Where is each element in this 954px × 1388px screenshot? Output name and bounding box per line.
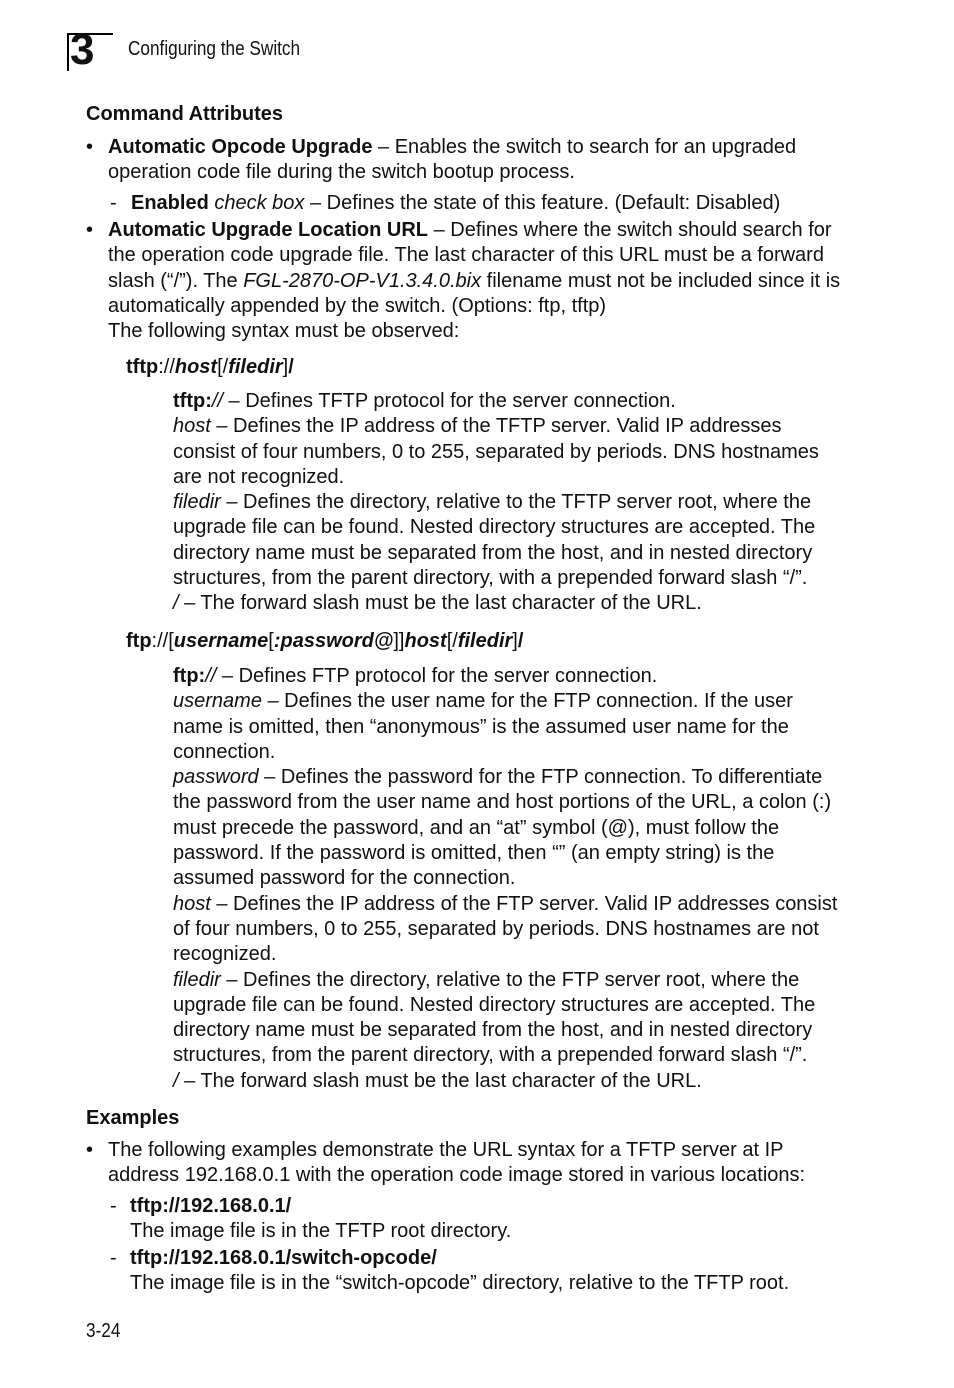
- ftp-proto-def: [173, 664, 845, 689]
- ftp-password-desc: – Defines the password for the FTP connection. To differentiate the password from the user name and host portions of the URL, a colon (:) must precede the password, and an “at” symbol (@), must follow the password. If the password is omitted, then “” (an empty string) is the assumed password for the connection.: [173, 766, 832, 890]
- ftp-syntax-bracket: [: [268, 630, 274, 652]
- running-header-title: Configuring the Switch: [128, 38, 301, 60]
- syntax-note: The following syntax must be observed:: [108, 320, 460, 342]
- tftp-filedir-term: filedir: [173, 491, 221, 514]
- ftp-syntax-host: host: [404, 630, 447, 652]
- page-number: 3-24: [86, 1320, 121, 1342]
- location-url-item: [108, 218, 854, 319]
- ftp-filedir-term: filedir: [173, 968, 221, 991]
- ftp-slash-term: /: [173, 1069, 179, 1092]
- tftp-host-term: host: [173, 415, 211, 438]
- tftp-syntax-host: host: [174, 356, 218, 378]
- tftp-definitions: [173, 389, 845, 617]
- location-url-desc-1: – Defines where the switch should search for the operation code upgrade file. The last character of this URL must be a forward slash (“/”). The: [108, 219, 832, 292]
- dash-marker: -: [110, 1195, 117, 1217]
- examples-heading: Examples: [86, 1107, 180, 1129]
- enabled-italic: check box: [214, 192, 305, 214]
- ftp-filedir-def: [173, 968, 845, 1069]
- bullet-marker: •: [86, 1139, 94, 1161]
- ftp-host-def: [173, 892, 845, 968]
- ftp-host-desc: – Defines the IP address of the FTP server. Valid IP addresses consist of four numbers, 0 to 255, separated by periods. DNS hostnames are not recognized.: [173, 892, 838, 966]
- location-url-filename: FGL-2870-OP-V1.3.4.0.bix: [243, 269, 482, 292]
- enabled-desc: – Defines the state of this feature. (Default: Disabled): [304, 192, 781, 214]
- example-item: [130, 1246, 850, 1297]
- chapter-number: 3: [70, 25, 94, 74]
- dash-marker: -: [110, 1247, 117, 1269]
- enabled-term: Enabled: [131, 192, 209, 214]
- ftp-proto-term: ftp:: [173, 665, 206, 687]
- ftp-syntax-filedir: filedir: [457, 630, 513, 652]
- bullet-marker: •: [86, 136, 94, 158]
- example-desc: The image file is in the “switch-opcode” directory, relative to the TFTP root.: [130, 1272, 790, 1295]
- example-url: tftp://192.168.0.1/switch-opcode/: [130, 1247, 437, 1269]
- ftp-password-term: password: [173, 766, 259, 789]
- ftp-slash-desc: – The forward slash must be the last character of the URL.: [178, 1069, 702, 1092]
- tftp-slash-def: [173, 591, 845, 616]
- ftp-username-term: username: [173, 690, 262, 713]
- ftp-filedir-desc: – Defines the directory, relative to the FTP server root, where the upgrade file can be found. Nested directory structures are accepted. The directory name must be separated from the host, and in nested directory structures, from the parent directory, with a prepended forward slash “/”.: [173, 968, 816, 1067]
- tftp-syntax-sep: ://: [158, 356, 175, 378]
- ftp-username-desc: – Defines the user name for the FTP connection. If the user name is omitted, then “anonymous” is the assumed user name for the connection.: [173, 690, 793, 763]
- dash-marker: -: [110, 192, 117, 214]
- location-url-desc-2: filename must not be included since it is automatically appended by the switch. (Options: ftp, tftp): [108, 269, 841, 317]
- tftp-syntax-proto: tftp: [126, 356, 159, 378]
- location-url-term: Automatic Upgrade Location URL: [108, 219, 429, 241]
- ftp-proto-desc: – Defines FTP protocol for the server connection.: [216, 665, 658, 687]
- example-desc: The image file is in the TFTP root directory.: [130, 1220, 512, 1243]
- tftp-syntax-filedir: filedir: [228, 356, 283, 378]
- ftp-slash-def: [173, 1069, 845, 1094]
- examples-intro: The following examples demonstrate the URL syntax for a TFTP server at IP address 192.168.0.1 with the operation code image stored in various locations:: [108, 1139, 806, 1187]
- ftp-proto-slashes: //: [205, 665, 217, 687]
- tftp-syntax-bracket-close: ]: [282, 356, 289, 378]
- tftp-slash-term: /: [173, 592, 179, 615]
- tftp-host-desc: – Defines the IP address of the TFTP server. Valid IP addresses consist of four numbers, 0 to 255, separated by periods. DNS hostnames are not recognized.: [173, 415, 819, 488]
- opcode-upgrade-term: Automatic Opcode Upgrade: [108, 136, 373, 158]
- tftp-filedir-desc: – Defines the directory, relative to the TFTP server root, where the upgrade file can be found. Nested directory structures are accepted. The directory name must be separated from the host, and in nested directory structures, from the parent directory, with a prepended forward slash “/”.: [173, 491, 816, 590]
- opcode-upgrade-item: [108, 135, 848, 186]
- tftp-syntax-bracket: [/: [217, 356, 229, 378]
- tftp-slash-desc: – The forward slash must be the last character of the URL.: [178, 592, 702, 615]
- tftp-proto-slashes: //: [211, 390, 223, 412]
- opcode-upgrade-desc: – Enables the switch to search for an upgraded operation code file during the switch bootup process.: [108, 136, 797, 184]
- ftp-definitions: [173, 664, 845, 1094]
- ftp-syntax-proto: ftp: [126, 630, 152, 652]
- tftp-proto-def: [173, 389, 845, 414]
- ftp-syntax: [126, 629, 826, 654]
- command-attributes-heading: Command Attributes: [86, 103, 284, 125]
- example-url: tftp://192.168.0.1/: [130, 1195, 292, 1217]
- tftp-syntax-slash: /: [288, 356, 294, 378]
- tftp-proto-term: tftp:: [173, 390, 212, 412]
- example-item: [130, 1194, 850, 1245]
- tftp-syntax: [126, 355, 826, 380]
- tftp-host-def: [173, 414, 845, 490]
- enabled-item: [131, 191, 851, 216]
- ftp-syntax-sep: ://[: [151, 630, 174, 652]
- ftp-syntax-bracket-2: [/: [446, 630, 458, 652]
- bullet-marker: •: [86, 219, 94, 241]
- ftp-syntax-bracket-close: ]]: [393, 630, 405, 652]
- tftp-filedir-def: [173, 490, 845, 591]
- ftp-username-def: [173, 689, 845, 765]
- ftp-syntax-username: username: [173, 630, 269, 652]
- tftp-proto-desc: – Defines TFTP protocol for the server connection.: [222, 390, 676, 412]
- ftp-syntax-password: :password@: [273, 630, 394, 652]
- ftp-password-def: [173, 765, 845, 891]
- ftp-syntax-slash: /: [517, 630, 524, 652]
- ftp-host-term: host: [173, 892, 211, 915]
- ftp-syntax-bracket-close-2: ]: [512, 630, 518, 652]
